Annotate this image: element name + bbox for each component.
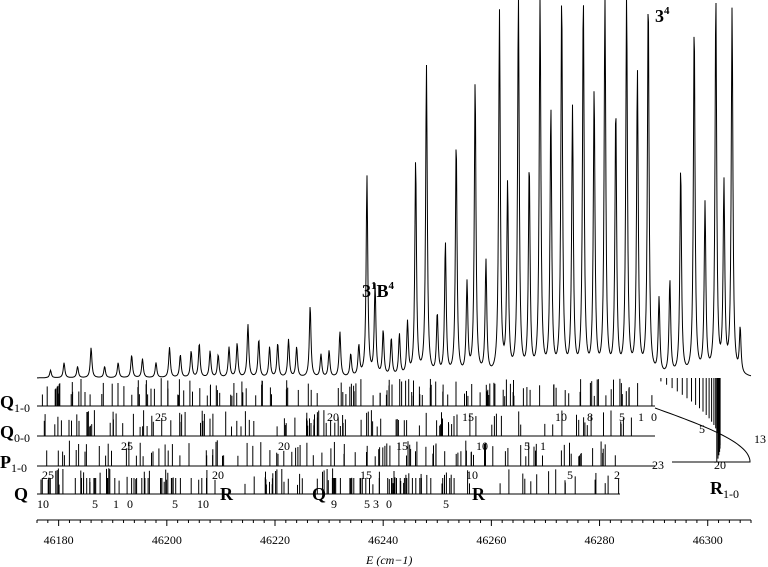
- group-q-left-10: 10: [37, 497, 49, 511]
- group-q-right-9: 9: [331, 497, 337, 511]
- x-tick-label-46240: 46240: [368, 533, 399, 547]
- p10-label-15: 15: [396, 439, 408, 453]
- x-tick-label-46180: 46180: [43, 533, 74, 547]
- x-tick-label-46200: 46200: [151, 533, 182, 547]
- p10-label-20: 20: [278, 439, 290, 453]
- p10-label-25: 25: [121, 439, 133, 453]
- assignment-sticks: [37, 378, 750, 494]
- x-tick-label-46220: 46220: [260, 533, 290, 547]
- row4-label-20: 20: [212, 468, 224, 482]
- q00-label-25: 25: [155, 410, 167, 424]
- q00-label-1: 1: [638, 410, 644, 424]
- group-q-right: Q: [312, 484, 327, 504]
- row4-label-2: 2: [614, 468, 620, 482]
- group-r-right-0: 0: [386, 497, 392, 511]
- row4-label-5: 5: [567, 468, 573, 482]
- r10-label-13: 13: [754, 432, 766, 446]
- r10-label-23: 23: [652, 458, 664, 472]
- group-r-right-5: 5: [443, 497, 449, 511]
- q00-label-15: 15: [462, 410, 474, 424]
- branch-label-q-1-0: $Q_{1-0}$: [0, 392, 31, 415]
- row4-label-25: 25: [42, 468, 54, 482]
- x-tick-label-46280: 46280: [584, 533, 615, 547]
- spectrum-line: [37, 0, 751, 378]
- group-r-left-5: 5: [172, 497, 178, 511]
- row4-label-10: 10: [466, 468, 478, 482]
- group-r-left: R: [220, 484, 233, 504]
- group-r-left-10: 10: [197, 497, 209, 511]
- annotation-3-4: $3^4$: [655, 5, 670, 26]
- p10-label-10: 10: [476, 439, 488, 453]
- group-q-right-3: 3: [373, 497, 379, 511]
- group-q-left: Q: [14, 484, 29, 504]
- annotation-3-1-b-4: $3^1B^4$: [362, 280, 395, 301]
- group-r-right: R: [472, 484, 485, 504]
- q00-label-10: 10: [555, 410, 567, 424]
- r10-label-5: 5: [699, 422, 705, 436]
- p10-label-5: 5: [524, 439, 530, 453]
- q00-label-5: 5: [619, 410, 625, 424]
- x-tick-label-46300: 46300: [692, 533, 723, 547]
- branch-label-p-1-0: $P_{1-0}$: [0, 452, 27, 475]
- group-q-left-5: 5: [92, 497, 98, 511]
- branch-label-q-0-0: $Q_{0-0}$: [0, 422, 31, 445]
- q00-label-8: 8: [587, 410, 593, 424]
- row4-label-15: 15: [360, 468, 372, 482]
- q00-label-0: 0: [651, 410, 657, 424]
- group-r-left-0: 0: [127, 497, 133, 511]
- r10-label-20: 20: [714, 458, 726, 472]
- p10-label-1: 1: [540, 439, 546, 453]
- x-tick-label-46260: 46260: [476, 533, 507, 547]
- branch-label-r-1-0: $R_{1-0}$: [710, 478, 739, 501]
- q00-label-20: 20: [327, 410, 339, 424]
- group-q-right-5: 5: [364, 497, 370, 511]
- group-q-left-1: 1: [113, 497, 119, 511]
- x-axis-ticks: [37, 520, 751, 547]
- x-axis-label: E (cm−1): [366, 553, 413, 567]
